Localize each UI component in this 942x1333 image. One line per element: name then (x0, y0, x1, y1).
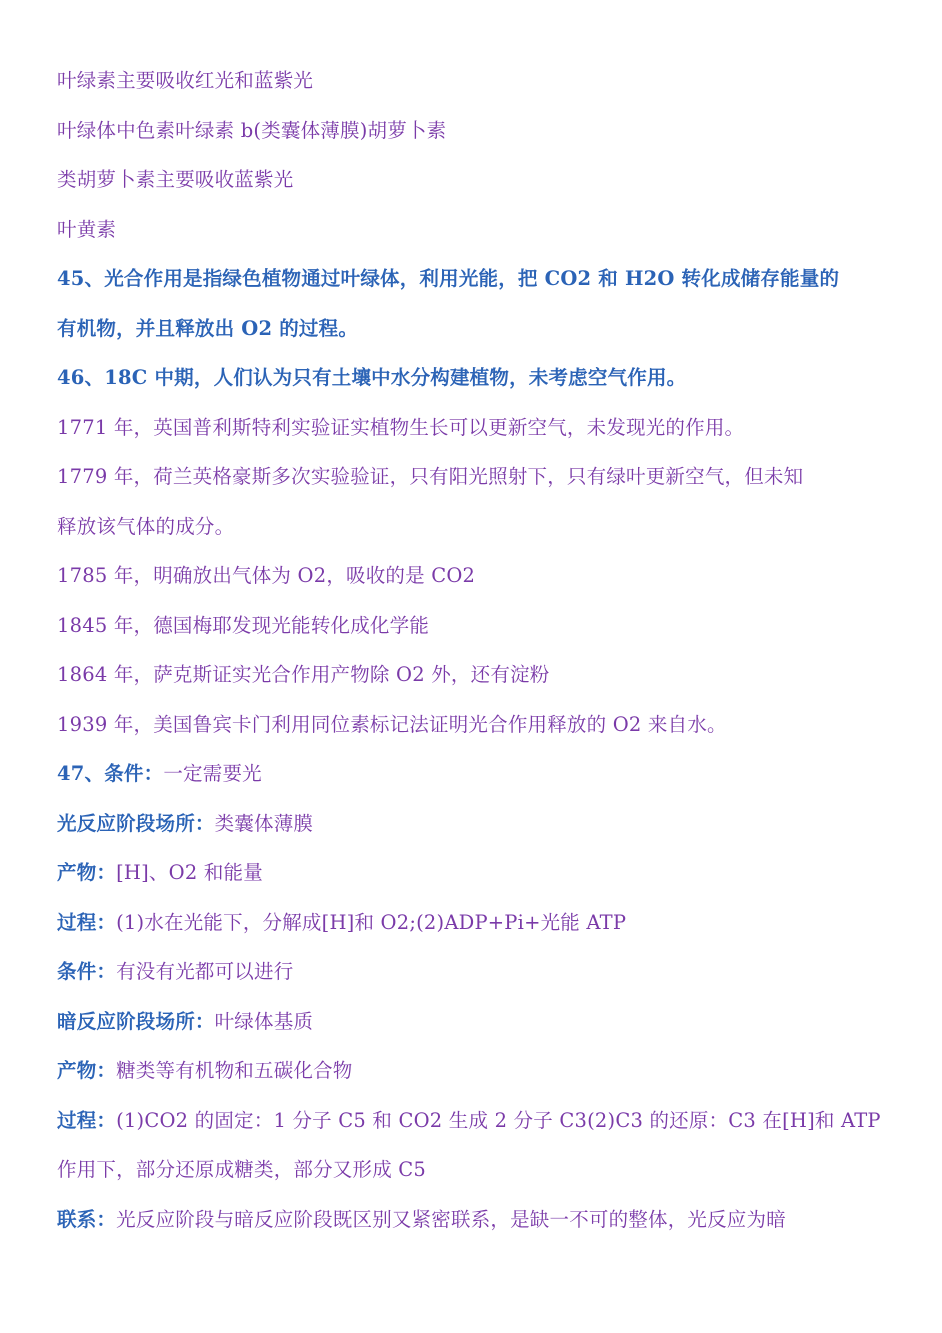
text-line: 1771 年，英国普利斯特利实验证实植物生长可以更新空气，未发现光的作用。 (57, 415, 745, 439)
line-text: 有没有光都可以进行 (116, 960, 294, 983)
line-label: 暗反应阶段场所： (57, 1009, 215, 1033)
labeled-line (57, 799, 887, 849)
line-text: 叶绿体基质 (214, 1009, 314, 1033)
line-text: 光反应阶段与暗反应阶段既区别又紧密联系，是缺一不可的整体，光反应为暗 (116, 1207, 786, 1231)
document-page (57, 56, 887, 1244)
labeled-line (57, 848, 887, 898)
line-text: [H]、O2 和能量 (116, 861, 263, 884)
labeled-line (57, 1046, 887, 1096)
line-text: (1)水在光能下，分解成[H]和 O2;(2)ADP+Pi+光能 ATP (116, 910, 627, 934)
text-line: 1939 年，美国鲁宾卡门利用同位素标记法证明光合作用释放的 O2 来自水。 (57, 712, 727, 736)
line-text: 类囊体薄膜 (214, 811, 314, 835)
line-label: 47、条件： (57, 762, 164, 785)
labeled-line (57, 1195, 887, 1245)
section-heading-45: 45、光合作用是指绿色植物通过叶绿体，利用光能，把 CO2 和 H2O 转化成储存能量的 (57, 267, 840, 290)
text-line: 叶绿体中色素叶绿素 b(类囊体薄膜)胡萝卜素 (57, 118, 447, 142)
section-heading-45-cont: 有机物，并且释放出 O2 的过程。 (57, 316, 359, 340)
text-line: 1845 年，德国梅耶发现光能转化成化学能 (57, 613, 430, 637)
text-line: 1864 年，萨克斯证实光合作用产物除 O2 外，还有淀粉 (57, 663, 550, 686)
text-line: 叶黄素 (57, 217, 117, 241)
labeled-line (57, 997, 887, 1047)
line-label: 联系： (57, 1207, 117, 1231)
text-line: 1785 年，明确放出气体为 O2，吸收的是 CO2 (57, 564, 476, 587)
line-label: 过程： (57, 1108, 117, 1132)
labeled-line (57, 947, 887, 997)
line-label: 光反应阶段场所： (57, 811, 215, 835)
text-line: 作用下，部分还原成糖类，部分又形成 C5 (57, 1158, 427, 1181)
line-text: (1)CO2 的固定：1 分子 C5 和 CO2 生成 2 分子 C3(2)C3 的还原：C3 在[H]和 ATP (116, 1108, 881, 1132)
text-line: 类胡萝卜素主要吸收蓝紫光 (57, 168, 294, 191)
section-heading-46: 46、18C 中期，人们认为只有土壤中水分构建植物，未考虑空气作用。 (57, 366, 687, 389)
labeled-line (57, 1096, 887, 1146)
line-text: 糖类等有机物和五碳化合物 (116, 1059, 353, 1082)
labeled-line (57, 898, 887, 948)
text-line: 1779 年，荷兰英格豪斯多次实验验证，只有阳光照射下，只有绿叶更新空气，但未知 (57, 465, 804, 488)
line-text: 一定需要光 (163, 762, 262, 785)
text-line: 释放该气体的成分。 (57, 514, 235, 538)
line-label: 过程： (57, 910, 117, 934)
line-label: 产物： (57, 1059, 117, 1082)
labeled-line (57, 749, 887, 799)
line-label: 产物： (57, 861, 117, 884)
line-label: 条件： (57, 960, 117, 983)
text-line: 叶绿素主要吸收红光和蓝紫光 (57, 69, 314, 92)
